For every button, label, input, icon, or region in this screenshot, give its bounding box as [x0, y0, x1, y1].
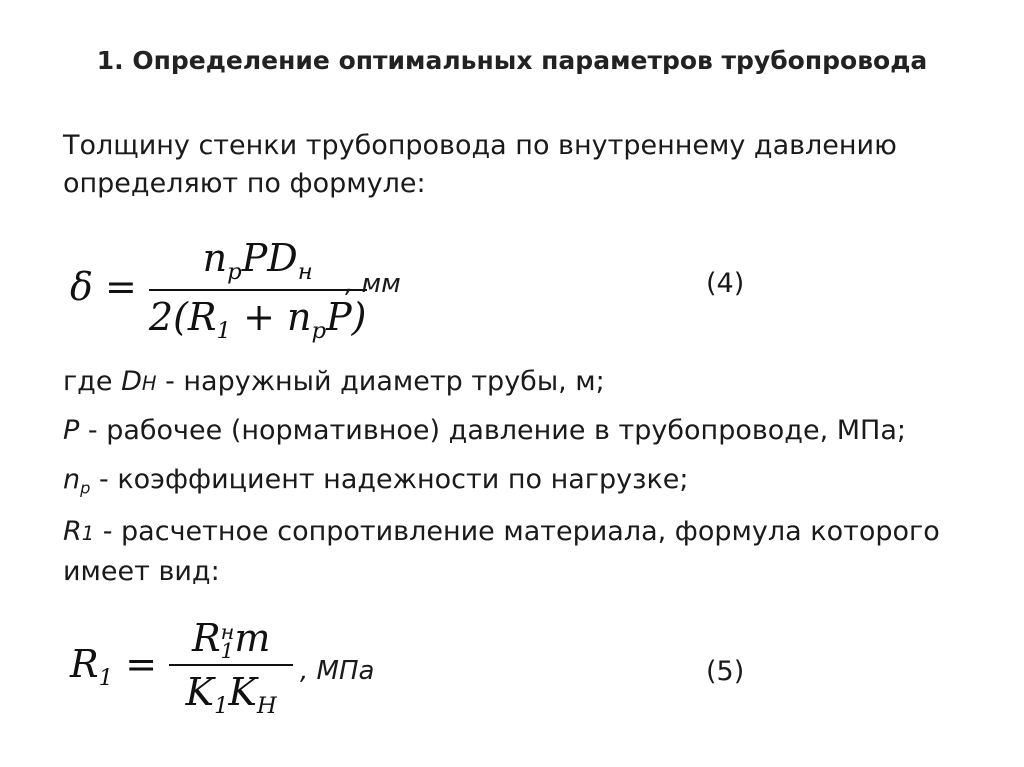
formula-5-den-k1: K [185, 670, 214, 715]
formula-4-numerator [149, 236, 367, 289]
formula-5-denominator [169, 666, 293, 719]
formula-5-num-sub: 1 [220, 638, 234, 663]
formula-5-eq: = [113, 642, 158, 687]
formula-4-num-pd: PD [241, 236, 298, 280]
formula-4-lhs: δ = [70, 264, 137, 309]
symbol-p: P [63, 415, 80, 446]
definition-np-text: - коэффициент надежности по нагрузке; [90, 464, 689, 495]
definition-p [63, 415, 906, 446]
definition-r1 [63, 513, 963, 591]
formula-5-fraction [169, 616, 293, 719]
formula-5-unit: , МПа [300, 656, 375, 686]
formula-5-num-r: R [191, 616, 221, 660]
formula-4-number: (4) [706, 268, 745, 299]
formula-4-den-p: p [311, 317, 327, 344]
formula-4-num-h: н [297, 258, 313, 285]
definition-dn [63, 366, 605, 397]
symbol-d-sub: Н [141, 372, 157, 395]
formula-5-den-h: Н [256, 693, 277, 720]
formula-4-unit: , мм [345, 269, 401, 299]
formula-5-den-k2: K [228, 670, 257, 715]
formula-5-num-m: m [234, 616, 271, 660]
formula-5-numerator [169, 616, 293, 664]
intro-text: Толщину стенки трубопровода по внутреннему давлению определяют по формуле: [63, 130, 897, 199]
formula-4-num-p: p [227, 258, 242, 285]
formula-5-num-sup: н [220, 619, 235, 644]
symbol-n: n [63, 464, 81, 495]
definition-p-text: - рабочее (нормативное) давление в трубопроводе, МПа; [79, 415, 906, 446]
formula-5 [70, 616, 293, 719]
formula-5-number: (5) [706, 656, 745, 687]
formula-4-num-n: n [202, 236, 228, 280]
formula-5-lhs-1: 1 [98, 665, 114, 692]
formula-4-den-post: P) [326, 294, 367, 339]
page-title: 1. Определение оптимальных параметров трубопровода [96, 46, 928, 75]
definition-r1-text: - расчетное сопротивление материала, формула которого имеет вид: [63, 516, 940, 587]
formula-5-lhs-r: R [70, 642, 99, 687]
formula-4-fraction [149, 236, 367, 344]
definition-dn-text: - наружный диаметр трубы, м; [156, 366, 605, 397]
symbol-d: D [121, 366, 142, 397]
definition-np [63, 464, 688, 498]
formula-4-den-1: 1 [216, 317, 232, 344]
symbol-n-sub: p [80, 478, 91, 498]
symbol-r: R [63, 516, 82, 547]
formula-4-denominator [149, 291, 367, 344]
formula-4-den-plus: + n [231, 294, 312, 339]
formula-4-den-pre: 2(R [148, 294, 217, 339]
formula-4 [70, 236, 367, 344]
formula-5-den-1: 1 [213, 693, 229, 720]
symbol-r-sub: 1 [81, 522, 95, 545]
definition-prefix: где [63, 366, 122, 397]
